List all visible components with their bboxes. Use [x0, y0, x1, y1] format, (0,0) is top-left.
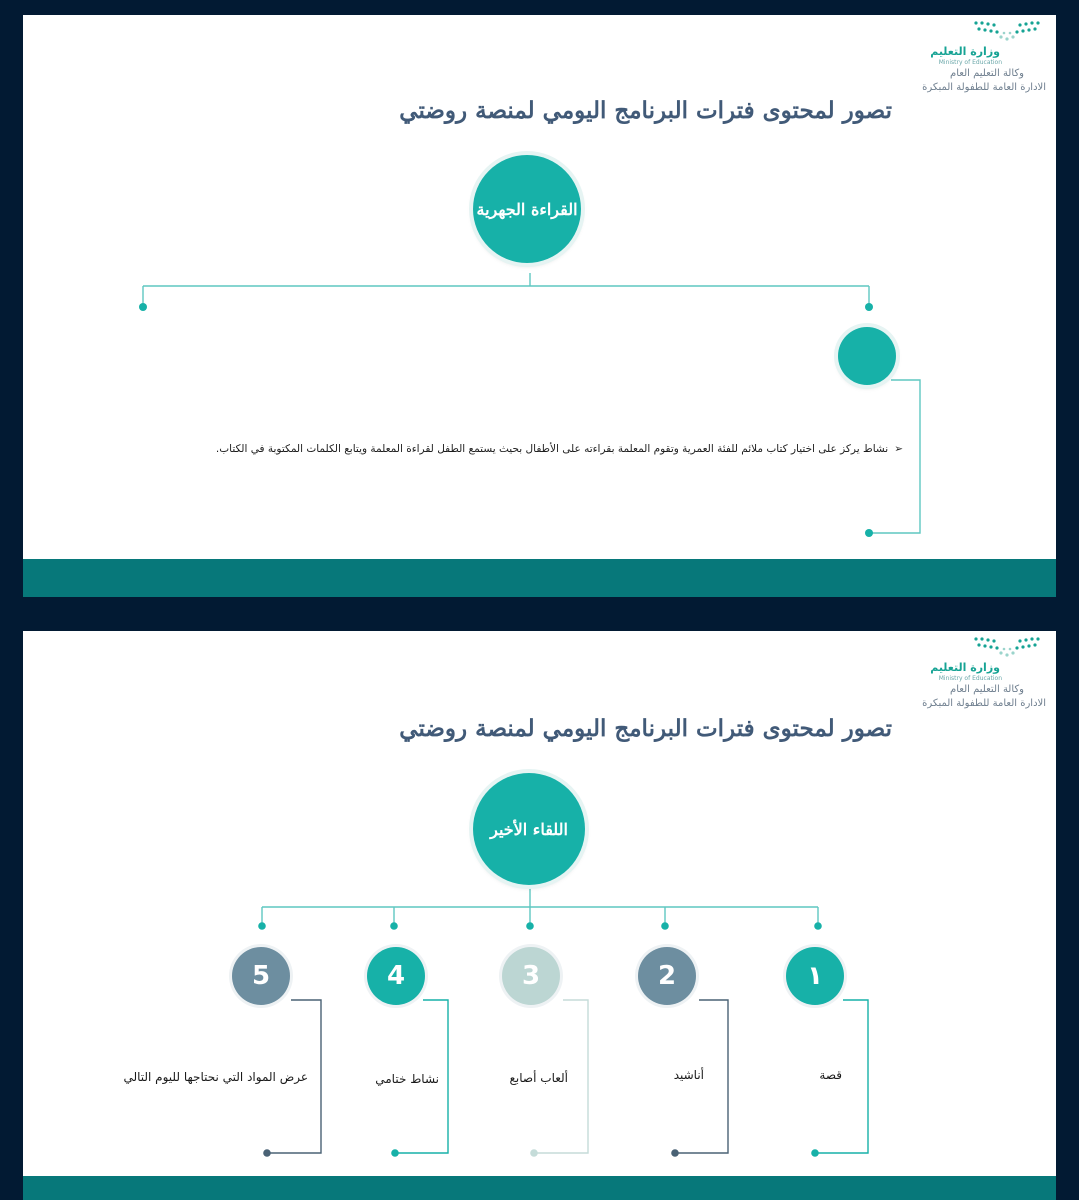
bracket-dot-4: [391, 1149, 399, 1157]
item-number-circle-2: 2: [638, 947, 696, 1005]
slide-final-meeting: [23, 631, 1056, 1200]
department-name: الادارة العامة للطفولة المبكرة: [922, 698, 1046, 709]
ministry-name-ar: وزارة التعليم: [930, 661, 1000, 674]
center-circle: [473, 155, 581, 263]
activity-note-text: نشاط يركز على اختيار كتاب ملائم للفئة العمرية وتقوم المعلمة بقراءته على الأطفال بحيث يستمع الطفل لقراءة المعلمة ويتابع الكلمات المكتوبة في الكتاب.: [215, 443, 889, 455]
slide-read-aloud: [23, 15, 1056, 597]
side-circle: [838, 327, 896, 385]
connector-dot-5: [258, 922, 266, 930]
connector-dot-bottom: [865, 529, 873, 537]
item-label-3: ألعاب أصابع: [509, 1071, 568, 1085]
item-label-2: أناشيد: [673, 1068, 704, 1082]
activity-note: [216, 443, 903, 455]
item-label-5: عرض المواد التي نحتاجها لليوم التالي: [123, 1070, 308, 1084]
connector-dot-2: [661, 922, 669, 930]
slide-title: تصور لمحتوى فترات البرنامج اليومي لمنصة روضتي: [399, 97, 892, 124]
center-circle: [473, 773, 585, 885]
bracket-dot-2: [671, 1149, 679, 1157]
item-label-4: نشاط ختامي: [375, 1072, 439, 1086]
item-number-circle-1: ١: [786, 947, 844, 1005]
connector-lines: [23, 15, 1056, 597]
item-number-circle-3: 3: [502, 947, 560, 1005]
connector-dot-1: [814, 922, 822, 930]
bracket-dot-5: [263, 1149, 271, 1157]
ministry-name-en: Ministry of Education: [938, 675, 1002, 682]
slide-title: تصور لمحتوى فترات البرنامج اليومي لمنصة روضتي: [399, 715, 892, 742]
connector-dot-left: [139, 303, 147, 311]
department-name: الادارة العامة للطفولة المبكرة: [922, 82, 1046, 93]
agency-name: وكالة التعليم العام: [950, 68, 1024, 79]
item-number-circle-5: 5: [232, 947, 290, 1005]
bracket-dot-1: [811, 1149, 819, 1157]
arrow-bullet-icon: ➢: [894, 443, 903, 455]
item-number-circle-4: 4: [367, 947, 425, 1005]
bracket-dot-3: [530, 1149, 538, 1157]
footer-band: [23, 1176, 1056, 1200]
ministry-name-ar: وزارة التعليم: [930, 45, 1000, 58]
footer-band: [23, 559, 1056, 597]
item-label-1: قصة: [819, 1068, 842, 1082]
agency-name: وكالة التعليم العام: [950, 684, 1024, 695]
center-circle-label: اللقاء الأخير: [490, 819, 568, 839]
ministry-name-en: Ministry of Education: [938, 59, 1002, 66]
connector-dot-3: [526, 922, 534, 930]
connector-dot-right: [865, 303, 873, 311]
connector-dot-4: [390, 922, 398, 930]
connector-lines: [23, 631, 1056, 1200]
center-circle-label: القراءة الجهرية: [476, 199, 578, 219]
